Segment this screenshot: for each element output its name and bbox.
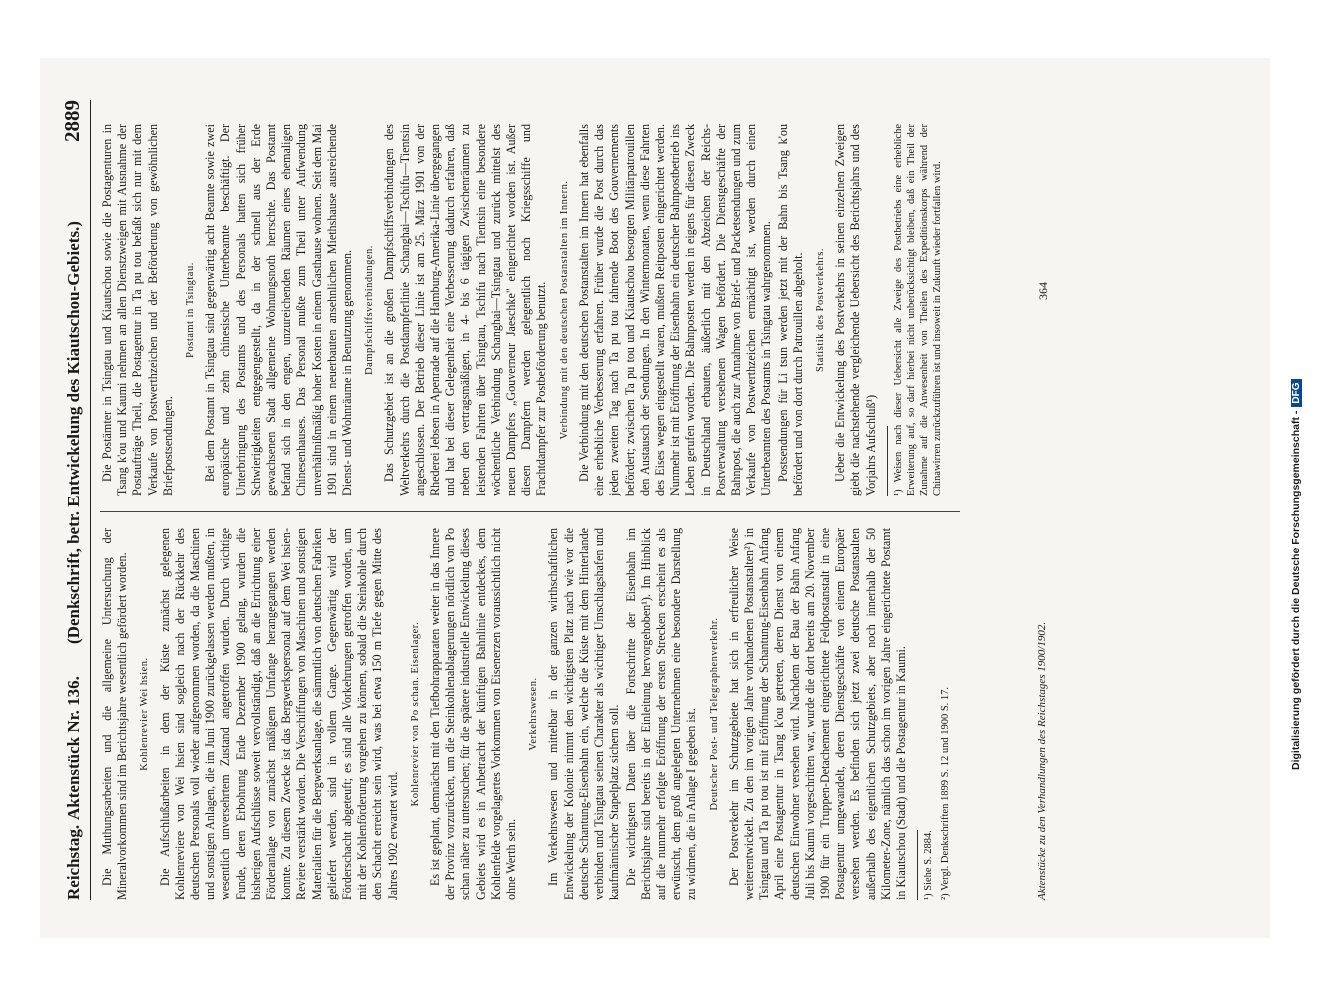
- footnote-rule: [917, 830, 918, 900]
- section-heading: Kohlenrevier Wei hsien.: [139, 657, 151, 771]
- paragraph: Die Muthungsarbeiten und die allgemeine Untersuchung der Mineralvorkommen sind im Berichtsjahre wesentlich gefördert worden.: [100, 528, 130, 900]
- digitization-note: [1290, 130, 1314, 770]
- paragraph: Im Verkehrswesen und mittelbar in der ganzen wirthschaftlichen Entwickelung der Kolonie nimmt den wichtigsten Platz nach wie vor die deutsche Schantung-Eisenbahn ein, welche die Küste mit dem Hinterlande verbinden und Tsingtau seinen Charakter als wichtiger Umschlagshafen und kaufmännischer Stapelplatz sichern soll.: [546, 528, 622, 900]
- section-heading: Postamt in Tsingtau.: [185, 262, 197, 358]
- sheet-number: 364: [1036, 282, 1050, 300]
- footnote: ¹) Weisen nach dieser Uebersicht alle Zweige des Postbetriebs eine erhebliche Erweiterung auf, so darf hierbei nicht unberücksichtigt bleiben, daß ein Theil der Zunahme auf die Anwesenheit von Theilen des Expeditionskorps während der Chinawirren zurückzuführen ist und insoweit in Zukunft wieder fortfallen wird.: [892, 124, 943, 496]
- section-heading: Verkehrswesen.: [528, 677, 540, 751]
- paragraph: Die wichtigsten Daten über die Fortschritte der Eisenbahn im Berichtsjahre sind bereits in der Einleitung hervorgehoben¹). Im Hinblick auf die nunmehr erfolgte Eröffnung der ersten Strecken erscheint es als erwünscht, dem groß angelegten Unternehmen eine besondere Darstellung zu widmen, die in Anlage I gegeben ist.: [623, 528, 699, 900]
- running-header: [60, 100, 91, 900]
- section-heading: Kohlenrevier von Po schan. Eisenlager.: [409, 621, 421, 807]
- page-number: 2889: [60, 100, 84, 142]
- paragraph: Der Postverkehr im Schutzgebiete hat sich in erfreulicher Weise weiterentwickelt. Zu den im vorigen Jahre vorhandenen Postanstalten²) in Tsingtau und Ta pu tou ist mit Eröffnung der Schantung-Eisenbahn Anfang April eine Postagentur in Tsang k'ou getreten, deren Dienst von einem deutschen Einwohner versehen wird. Nachdem der Bau der Bahn Anfang Juli bis Kaumi vorgeschritten war, wurde die dort bereits am 20. November 1900 für ein Truppen-Detachement eingerichtete Feldpostanstalt in eine Postagentur umgewandelt, deren Dienstgeschäfte von einem Europäer versehen werden. Es befinden sich jetzt zwei deutsche Postanstalten außerhalb des eigentlichen Schutzgebiets, aber noch innerhalb der 50 Kilometer-Zone, nämlich das schon im vorigen Jahre eingerichtete Postamt in Kiautschou (Stadt) und die Postagentur in Kaumi.: [726, 528, 908, 900]
- paragraph: Die Aufschlußarbeiten in dem der Küste zunächst gelegenen Kohlenreviere von Wei hsien sind sogleich nach der Rückkehr des deutschen Personals voll wieder aufgenommen worden, da die Maschinen und sonstigen Anlagen, die im Juni 1900 zurückgelassen werden mußten, in wesentlich unversehrtem Zustand angetroffen wurden. Durch wichtige Funde, deren Erbohrung Ende Dezember 1900 gelang, wurden die bisherigen Aufschlüsse soweit vervollständigt, daß an die Errichtung einer Förderanlage von zunächst mäßigem Umfange herangegangen werden konnte. Zu diesem Zwecke ist das Bergwerkspersonal auf dem Wei hsien-Reviere verstärkt worden. Die Verschiffungen von Maschinen und sonstigen Materialien für die Bergwerksanlage, die sämmtlich von deutschen Fabriken geliefert werden, sind in vollem Gange. Gegenwärtig wird der Förderschacht abgeteuft; es sind alle Vorkehrungen getroffen worden, um mit der Kohlenförderung vorgehen zu können, sobald die Steinkohle durch den Schacht erreicht sein wird, was bei etwa 150 m Tiefe gegen Mitte des Jahres 1902 erwartet wird.: [157, 528, 400, 900]
- section-heading: Statistik des Postverkehrs.: [814, 247, 826, 373]
- dfg-logo: DFG: [1291, 380, 1302, 407]
- paragraph: Die Verbindung mit den deutschen Postanstalten im Innern hat ebenfalls eine erhebliche Verbesserung erfahren. Früher wurde die Post durch das jeden zweiten Tag nach Ta pu tou fahrende Boot des Gouvernements befördert; zwischen Ta pu tou und Kiautschou besorgten Militärpatrouillen den Austausch der Sendungen. In den Wintermonaten, wenn diese Fahrten des Eises wegen eingestellt waren, mußten Reitposten eingerichtet werden. Nunmehr ist mit Eröffnung der Eisenbahn ein deutscher Bahnpostbetrieb ins Leben gerufen worden. Die Bahnposten werden in eigens für diesen Zweck in Deutschland erbauten, äußerlich mit den Abzeichen der Reichs-Postverwaltung versehenen Wagen befördert. Die Dienstgeschäfte der Bahnpost, die auch zur Annahme von Brief- und Packetsendungen und zum Verkaufe von Postwerthzeichen ermächtigt ist, werden durch einen Unterbeamten des Postamts in Tsingtau wahrgenommen.: [576, 124, 774, 496]
- header-title: (Denkschrift, betr. Entwickelung des Kiautschou-Gebiets.): [64, 221, 83, 644]
- paragraph: Die Postämter in Tsingtau und Kiautschou sowie die Postagenturen in Tsang k'ou und Kaumi nehmen an allen Dienstzweigen mit Ausnahme der Postaufträge Theil, die Postagentur in Ta pu tou befaßt sich nur mit dem Verkaufe von Postwerthzeichen und der Beförderung von gewöhnlichen Briefpostsendungen.: [100, 124, 175, 496]
- paragraph: Bei dem Postamt in Tsingtau sind gegenwärtig acht Beamte sowie zwei europäische und zehn chinesische Unterbeamte beschäftigt. Der Unterbringung des Postamts und des Personals hatten sich früher Schwierigkeiten entgegengestellt, da in der schnell aus der Erde gewachsenen Stadt allgemeine Wohnungsnoth herrschte. Das Postamt befand sich in den engen, unzureichenden Räumen eines ehemaligen Chinesenhauses. Das Personal mußte zum Theil unter Aufwendung unverhältnißmäßig hoher Kosten in einem Gasthause wohnen. Seit dem Mai 1901 sind in einem neuerbauten ansehnlichen Miethshause ausreichende Dienst- und Wohnräume in Benutzung genommen.: [203, 124, 355, 496]
- header-center: Aktenstück Nr. 136.: [64, 676, 83, 820]
- section-heading: Verbindung mit den deutschen Postanstalten im Innern.: [558, 180, 570, 440]
- column-divider: [100, 511, 960, 512]
- footnote: ²) Vergl. Denkschriften 1899 S. 12 und 1900 S. 17.: [940, 686, 952, 900]
- paragraph: Es ist geplant, demnächst mit den Tiefbohrapparaten weiter in das Innere der Provinz vorzurücken, um die Steinkohlenablagerungen nördlich von Po schan näher zu untersuchen; für die spätere industrielle Entwickelung dieses Gebiets wird es in Anbetracht der künftigen Bahnlinie entdeckes, dem Kohlenfelde vorgelagertes Vorkommen von Eisenerzen voraussichtlich nicht ohne Werth sein.: [428, 528, 519, 900]
- digitization-text: Digitalisierung gefördert durch die Deutsche Forschungsgemeinschaft -: [1290, 410, 1302, 770]
- paragraph: Postsendungen für Li tsun werden jetzt mit der Bahn bis Tsang k'ou befördert und von dort durch Patrouillen abgeholt.: [775, 124, 805, 496]
- section-heading: Deutscher Post- und Telegraphenverkehr.: [708, 617, 720, 811]
- paragraph: Das Schutzgebiet ist an die großen Dampfschiffsverbindungen des Weltverkehrs durch die Postdampferlinie Schanghai—Tschifu—Tientsin angeschlossen. Der Betrieb dieser Linie ist am 25. März 1901 von der Rhederei Jebsen in Apenrade auf die Hamburg-Amerika-Linie übergegangen und hat bei dieser Gelegenheit eine Verbesserung dadurch erfahren, daß neben den vertragsmäßigen, in 4- bis 6 tägigen Zwischenräumen zu leistenden Fahrten über Tsingtau, Tschifu nach Tientsin eine besondere wöchentliche Verbindung Schanghai—Tsingtau und zurück mittelst des neuen Dampfers „Gouverneur Jaeschke" eingerichtet worden ist. Außer diesen Dampfern werden gelegentlich noch Kriegsschiffe und Frachtdampfer zur Postbeförderung benutzt.: [382, 124, 549, 496]
- footnote: ¹) Siehe S. 2884.: [923, 830, 935, 900]
- section-heading: Dampfschiffsverbindungen.: [364, 245, 376, 375]
- series-line: Aktenstücke zu den Verhandlungen des Reichstages 1900/1902.: [1036, 621, 1048, 900]
- footnote-rule: [887, 426, 888, 496]
- header-left: Reichstag.: [64, 824, 83, 900]
- right-column: [100, 124, 1020, 496]
- left-column: [100, 528, 990, 900]
- paragraph: Ueber die Entwickelung des Postverkehrs in seinen einzelnen Zweigen giebt die nachstehende vergleichende Uebersicht des Berichtsjahrs und des Vorjahrs Aufschluß¹): [833, 124, 878, 496]
